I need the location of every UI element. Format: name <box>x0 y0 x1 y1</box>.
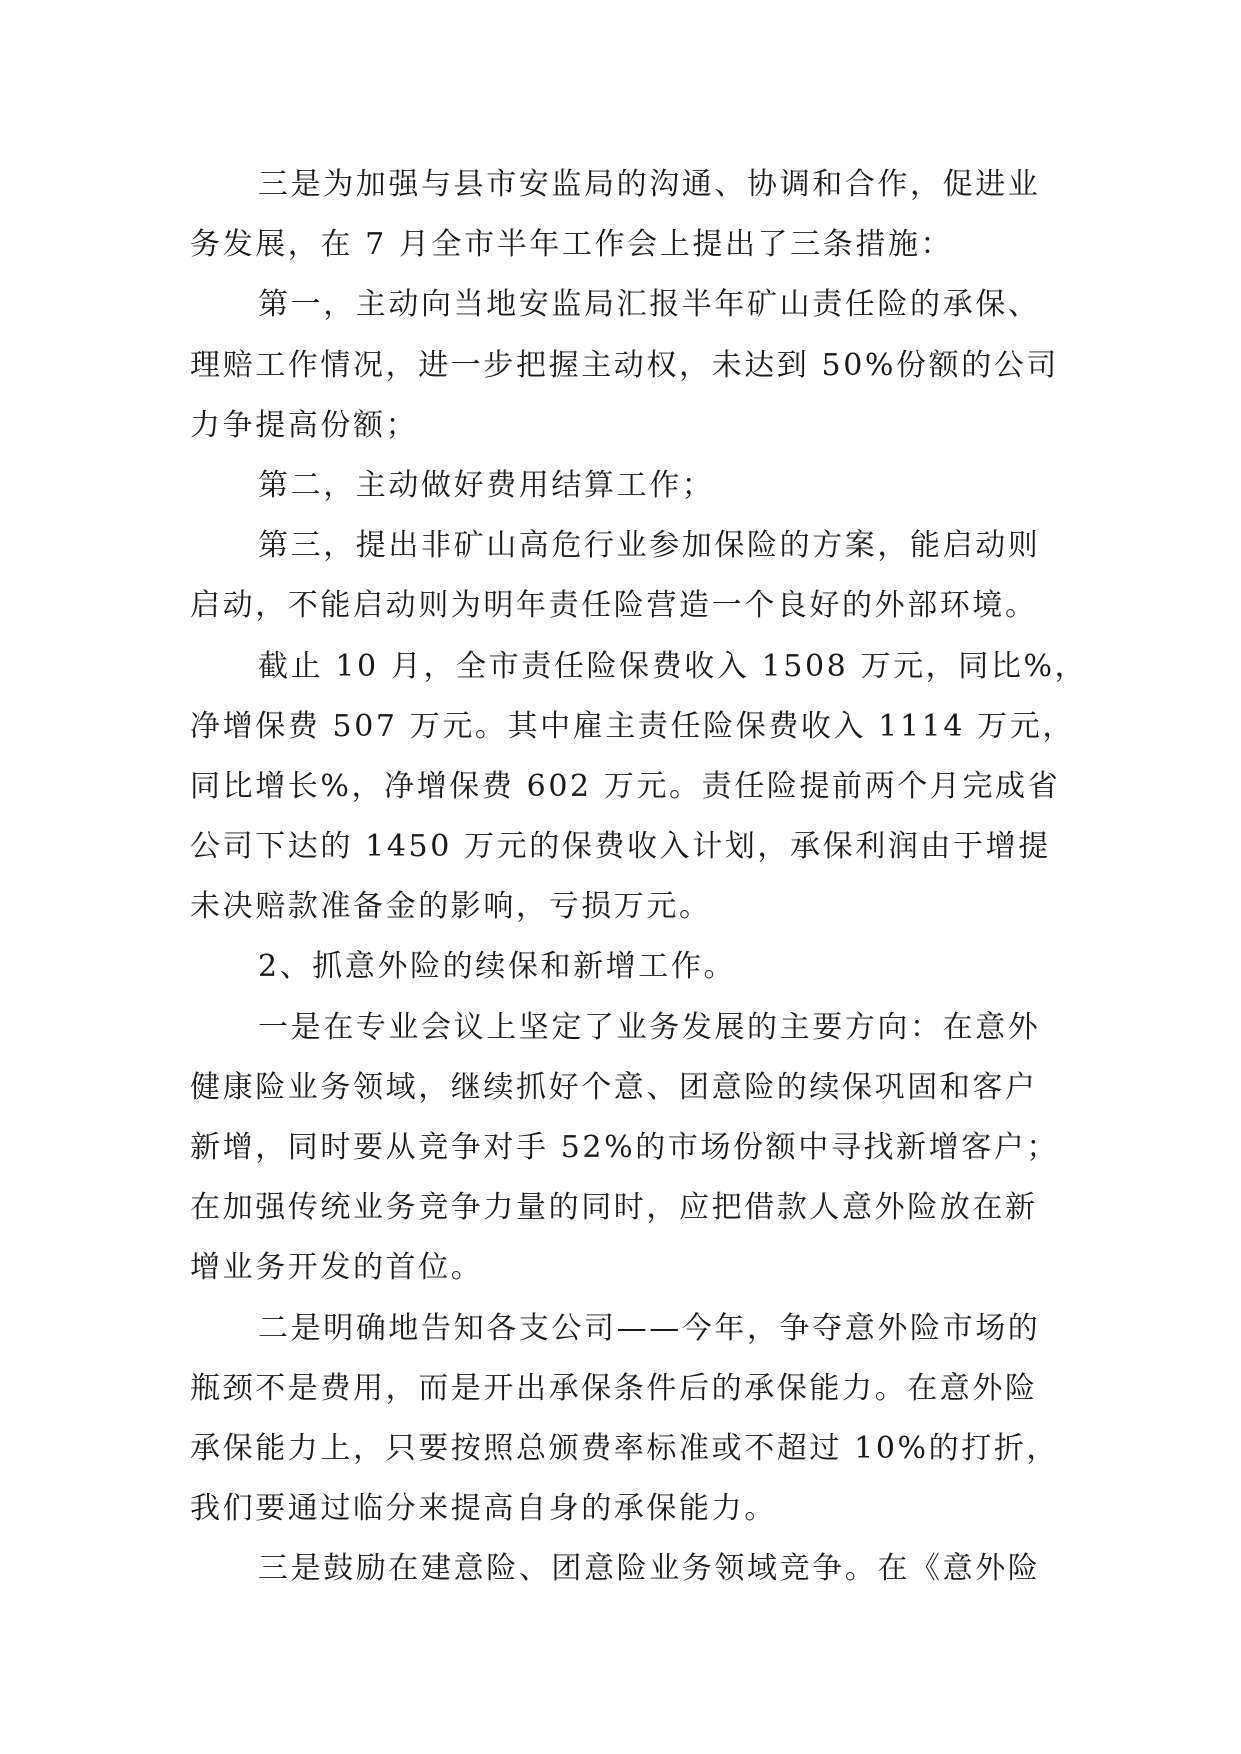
paragraph-line: 启动，不能启动则为明年责任险营造一个良好的外部环境。 <box>190 588 1038 624</box>
paragraph-line: 健康险业务领域，继续抓好个意、团意险的续保巩固和客户 <box>190 1069 1038 1105</box>
paragraph-line: 理赔工作情况，进一步把握主动权，未达到 50%份额的公司 <box>190 347 1060 383</box>
document-body <box>190 155 1088 1600</box>
paragraph-line: 承保能力上，只要按照总颁费率标准或不超过 10%的打折， <box>190 1430 1060 1466</box>
paragraph-line: 截止 10 月，全市责任险保费收入 1508 万元，同比%， <box>258 648 1088 684</box>
paragraph-line: 新增，同时要从竞争对手 52%的市场份额中寻找新增客户； <box>190 1130 1060 1165</box>
paragraph-line: 三是鼓励在建意险、团意险业务领域竞争。在《意外险 <box>258 1551 1041 1587</box>
paragraph-line: 同比增长%，净增保费 602 万元。责任险提前两个月完成省 <box>190 768 1061 804</box>
paragraph-line: 我们要通过临分来提高自身的承保能力。 <box>190 1491 777 1527</box>
paragraph-line: 净增保费 507 万元。其中雇主责任险保费收入 1114 万元， <box>190 708 1075 744</box>
paragraph-line: 三是为加强与县市安监局的沟通、协调和合作，促进业 <box>258 167 1041 202</box>
paragraph-line: 公司下达的 1450 万元的保费收入计划，承保利润由于增提 <box>190 829 1051 865</box>
paragraph-line: 瓶颈不是费用，而是开出承保条件后的承保能力。在意外险 <box>190 1370 1038 1406</box>
paragraph-line: 力争提高份额； <box>190 407 419 443</box>
paragraph-line: 务发展，在 7 月全市半年工作会上提出了三条措施： <box>190 227 954 263</box>
paragraph-line: 一是在专业会议上坚定了业务发展的主要方向：在意外 <box>258 1009 1041 1045</box>
paragraph-line: 第三，提出非矿山高危行业参加保险的方案，能启动则 <box>258 528 1041 564</box>
paragraph-line: 第二，主动做好费用结算工作； <box>258 467 715 503</box>
section-heading: 2、抓意外险的续保和新增工作。 <box>258 949 737 985</box>
paragraph-line: 在加强传统业务竞争力量的同时，应把借款人意外险放在新 <box>190 1190 1038 1226</box>
paragraph-line: 二是明确地告知各支公司——今年，争夺意外险市场的 <box>258 1310 1041 1346</box>
paragraph-line: 未决赔款准备金的影响，亏损万元。 <box>190 889 712 925</box>
paragraph-line: 第一，主动向当地安监局汇报半年矿山责任险的承保、 <box>258 287 1041 323</box>
paragraph-line: 增业务开发的首位。 <box>190 1250 484 1286</box>
